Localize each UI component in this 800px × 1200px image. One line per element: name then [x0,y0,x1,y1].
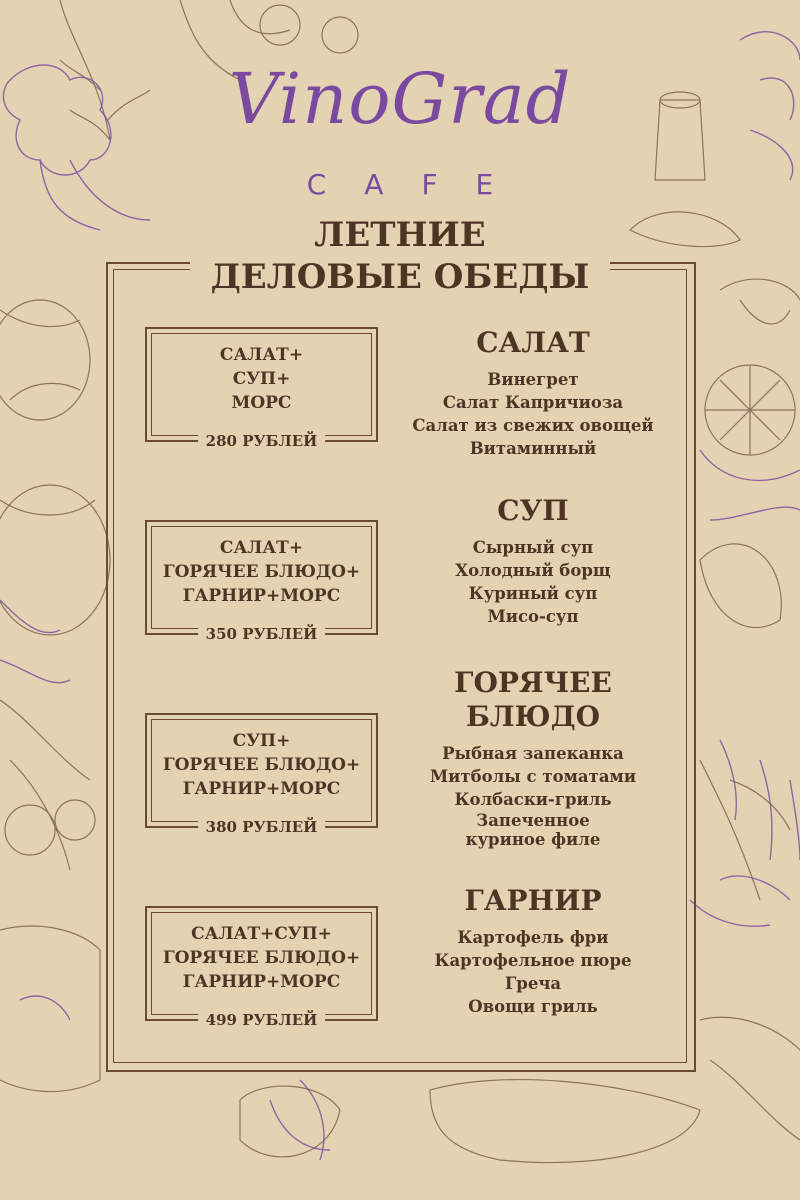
combo-price: 380 РУБЛЕЙ [198,818,326,836]
section-title: САЛАТ [476,326,590,359]
combo-line: САЛАТ+СУП+ [191,924,332,944]
brand-logo-subtitle: CAFE [306,168,532,201]
menu-item: Салат из свежих овощей [412,416,654,435]
menu-item: Картофель фри [457,928,609,947]
section-garnish [400,884,666,1018]
menu-item: Винегрет [487,370,579,389]
menu-item: Мисо-суп [487,607,579,626]
menu-item: Сырный суп [472,538,594,557]
combo-description [147,729,376,801]
menu-item: Греча [504,974,562,993]
combo-price: 280 РУБЛЕЙ [198,432,326,450]
section-title [400,666,666,734]
menu-item: Рыбная запеканка [442,744,624,763]
combo-price: 499 РУБЛЕЙ [198,1011,326,1029]
combo-line: СУП+ [232,369,291,389]
combo-box-1 [145,327,378,450]
combo-box-4 [145,906,378,1029]
menu-item: Салат Капричиоза [442,393,624,412]
section-title-line: ГОРЯЧЕЕ [454,666,612,699]
combo-box-3 [145,713,378,836]
combo-description [147,343,376,415]
menu-item: Митболы с томатами [429,767,637,786]
menu-item: куриное филе [465,830,601,849]
menu-item: Овощи гриль [468,997,598,1016]
combo-line: ГАРНИР+МОРС [182,779,341,799]
menu-item: Запеченное [476,811,590,830]
section-title: СУП [497,494,569,527]
menu-item: Колбаски-гриль [454,790,612,809]
section-title: ГАРНИР [464,884,602,917]
page-title [190,210,610,300]
combo-description [147,536,376,608]
combo-price: 350 РУБЛЕЙ [198,625,326,643]
combo-line: ГАРНИР+МОРС [182,586,341,606]
combo-line: ГОРЯЧЕЕ БЛЮДО+ [162,562,361,582]
combo-line: ГОРЯЧЕЕ БЛЮДО+ [162,948,361,968]
combo-line: ГАРНИР+МОРС [182,972,341,992]
section-title-line: БЛЮДО [465,700,600,733]
menu-item: Холодный борщ [455,561,611,580]
combo-box-2 [145,520,378,643]
combo-line: САЛАТ+ [219,345,304,365]
title-line-1: ЛЕТНИЕ [314,215,486,255]
combo-description [147,922,376,994]
menu-item: Картофельное пюре [434,951,632,970]
section-salad [400,326,666,460]
menu-item: Витаминный [469,439,597,458]
combo-line: ГОРЯЧЕЕ БЛЮДО+ [162,755,361,775]
combo-line: САЛАТ+ [219,538,304,558]
section-soup [400,494,666,628]
section-hot-dish [400,666,666,849]
brand-logo-title: VinoGrad [228,58,572,140]
combo-line: МОРС [231,393,292,413]
combo-line: СУП+ [232,731,291,751]
title-line-2: ДЕЛОВЫЕ ОБЕДЫ [210,257,590,297]
menu-item: Куриный суп [468,584,598,603]
